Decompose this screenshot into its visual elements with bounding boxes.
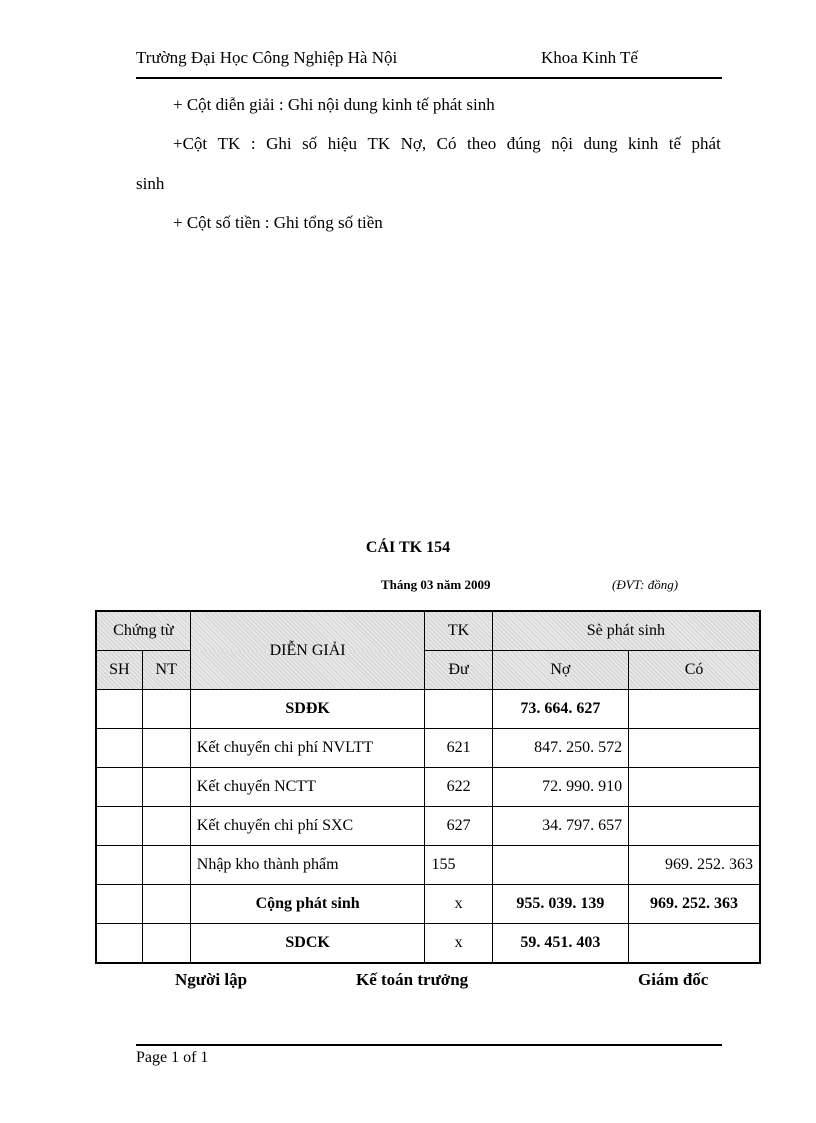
cell-sh	[96, 885, 142, 924]
cell-credit	[629, 690, 760, 729]
word: +Cột	[173, 134, 208, 153]
cell-credit	[629, 729, 760, 768]
ledger-month: Tháng 03 năm 2009	[381, 577, 491, 592]
table-row	[96, 729, 760, 768]
ledger-table	[95, 610, 761, 964]
ledger-unit: (ĐVT: đồng)	[612, 577, 679, 592]
cell-description: Kết chuyển chi phí NVLTT	[190, 729, 425, 768]
header-nt: NT	[142, 651, 190, 690]
signature-chief-accountant: Kế toán trưởng	[356, 970, 469, 989]
header-debit: Nợ	[492, 651, 628, 690]
cell-tk: x	[425, 924, 492, 964]
cell-tk	[425, 690, 492, 729]
header-arising: Sè phát sinh	[492, 611, 760, 651]
word: TK	[367, 134, 391, 153]
cell-nt	[142, 807, 190, 846]
word: theo	[467, 134, 497, 153]
word: số	[302, 134, 318, 153]
cell-nt	[142, 768, 190, 807]
footer-rule	[136, 1044, 722, 1046]
word: tế	[668, 134, 682, 153]
signature-director: Giám đốc	[638, 970, 709, 989]
cell-nt	[142, 690, 190, 729]
cell-sh	[96, 690, 142, 729]
cell-description: Kết chuyển NCTT	[190, 768, 425, 807]
cell-description: Nhập kho thành phẩm	[190, 846, 425, 885]
header-description: DIỄN GIẢI	[190, 611, 425, 690]
table-row	[96, 807, 760, 846]
header-voucher: Chứng từ	[96, 611, 190, 651]
word: đúng	[506, 134, 541, 153]
cell-description: SDĐK	[190, 690, 425, 729]
table-row-total	[96, 885, 760, 924]
cell-credit: 969. 252. 363	[629, 885, 760, 924]
page-number: Page 1 of 1	[136, 1049, 209, 1066]
table-row	[96, 846, 760, 885]
cell-debit: 955. 039. 139	[492, 885, 628, 924]
signature-preparer: Người lập	[175, 970, 248, 989]
cell-sh	[96, 768, 142, 807]
word: TK	[217, 134, 241, 153]
cell-credit	[629, 768, 760, 807]
ledger-title: CÁI TK 154	[365, 539, 451, 556]
cell-sh	[96, 846, 142, 885]
cell-description: Cộng phát sinh	[190, 885, 425, 924]
word: Có	[436, 134, 457, 153]
cell-debit: 72. 990. 910	[492, 768, 628, 807]
word: phát	[691, 134, 721, 153]
cell-nt	[142, 846, 190, 885]
word: nội	[551, 134, 574, 153]
word: :	[250, 134, 256, 153]
paragraph-description-column: + Cột diễn giải : Ghi nội dung kinh tế phát sinh	[173, 95, 495, 114]
header-sh: SH	[96, 651, 142, 690]
cell-description: SDCK	[190, 924, 425, 964]
cell-credit	[629, 924, 760, 964]
cell-sh	[96, 924, 142, 964]
header-tk: TK	[425, 611, 492, 651]
table-row	[96, 690, 760, 729]
cell-sh	[96, 807, 142, 846]
paragraph-tk-column-end: sinh	[136, 174, 165, 193]
cell-debit: 73. 664. 627	[492, 690, 628, 729]
table-row-closing	[96, 924, 760, 964]
cell-description: Kết chuyển chi phí SXC	[190, 807, 425, 846]
cell-tk: x	[425, 885, 492, 924]
cell-credit	[629, 807, 760, 846]
word: dung	[583, 134, 618, 153]
word: Nợ,	[400, 134, 427, 153]
cell-debit: 847. 250. 572	[492, 729, 628, 768]
cell-tk: 622	[425, 768, 492, 807]
table-header-row	[96, 611, 760, 651]
cell-tk: 627	[425, 807, 492, 846]
word: Ghi	[266, 134, 292, 153]
paragraph-tk-column	[173, 134, 721, 154]
word: kinh	[628, 134, 659, 153]
cell-nt	[142, 924, 190, 964]
word: hiệu	[327, 134, 357, 153]
cell-sh	[96, 729, 142, 768]
table-row	[96, 768, 760, 807]
header-tk-counter: Đư	[425, 651, 492, 690]
paragraph-amount-column: + Cột số tiền : Ghi tổng số tiền	[173, 213, 383, 232]
header-school-name: Trường Đại Học Công Nghiệp Hà Nội	[136, 48, 398, 67]
cell-tk: 155	[425, 846, 492, 885]
cell-tk: 621	[425, 729, 492, 768]
cell-debit: 34. 797. 657	[492, 807, 628, 846]
cell-credit: 969. 252. 363	[629, 846, 760, 885]
cell-debit: 59. 451. 403	[492, 924, 628, 964]
header-rule	[136, 77, 722, 79]
header-faculty-name: Khoa Kinh Tế	[541, 48, 638, 67]
cell-debit	[492, 846, 628, 885]
cell-nt	[142, 885, 190, 924]
header-credit: Có	[629, 651, 760, 690]
cell-nt	[142, 729, 190, 768]
